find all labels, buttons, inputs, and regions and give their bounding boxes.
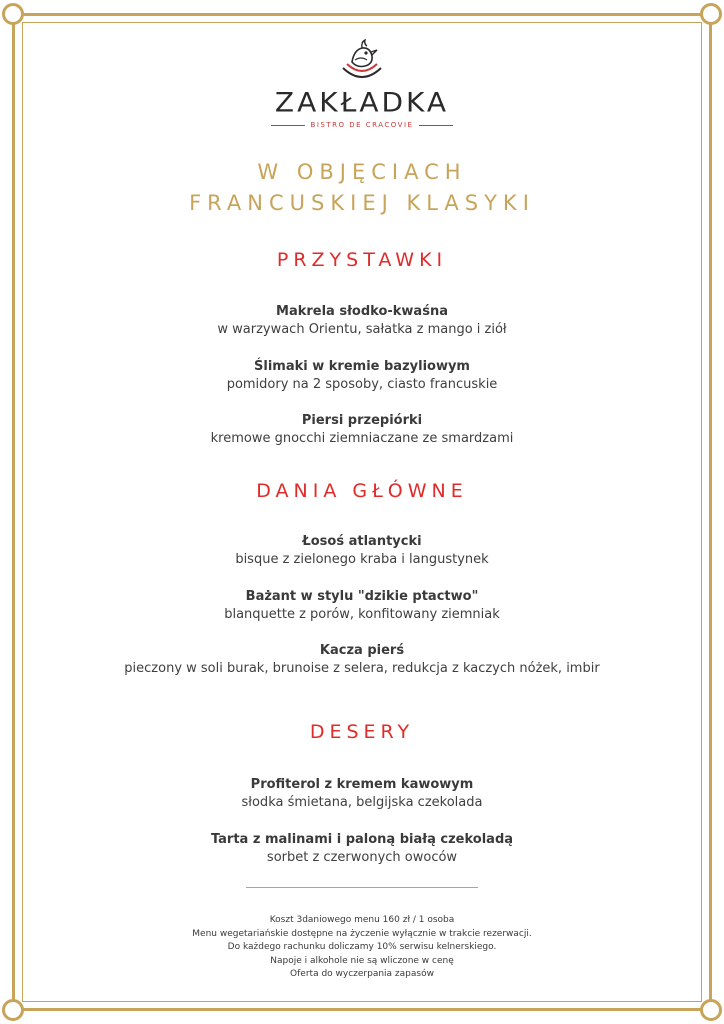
- menu-item: [0, 533, 724, 569]
- menu-item-name: Łosoś atlantycki: [302, 534, 422, 549]
- menu-item-desc: bisque z zielonego kraba i langustynek: [235, 552, 489, 567]
- menu-item-desc: pieczony w soli burak, brunoise z selera, redukcja z kaczych nóżek, imbir: [124, 661, 600, 676]
- brand-line-left: [271, 125, 305, 126]
- section-title-mains: DANIA GŁÓWNE: [256, 480, 468, 502]
- menu-item: [0, 303, 724, 339]
- headline-line-1: W OBJĘCIACH: [257, 160, 467, 184]
- note-service: Do każdego rachunku doliczamy 10% serwisu kelnerskiego.: [227, 942, 497, 952]
- menu-item: [0, 358, 724, 394]
- menu-item: [0, 642, 724, 678]
- menu-item-name: Piersi przepiórki: [301, 413, 423, 428]
- bird-emblem-icon: [337, 38, 387, 84]
- menu-item-name: Profiterol z kremem kawowym: [250, 777, 474, 792]
- menu-item-name: Bażant w stylu "dzikie ptactwo": [245, 589, 479, 604]
- menu-item-name: Tarta z malinami i paloną białą czekoladą: [210, 832, 514, 847]
- menu-item-desc: w warzywach Orientu, sałatka z mango i ziół: [217, 322, 507, 337]
- note-drinks: Napoje i alkohole nie są wliczone w cenę: [270, 955, 454, 966]
- menu-item: [0, 412, 724, 448]
- footer-divider: [246, 887, 478, 888]
- brand-line-right: [419, 125, 453, 126]
- footer-notes: [0, 914, 724, 982]
- brand-subtitle: BISTRO DE CRACOVIE: [310, 121, 414, 129]
- brand-logo: [0, 38, 724, 129]
- frame-corner-top-left: [2, 3, 24, 25]
- menu-item-desc: sorbet z czerwonych owoców: [266, 850, 458, 865]
- menu-item: [0, 588, 724, 624]
- menu-item-desc: blanquette z porów, konfitowany ziemniak: [224, 607, 500, 622]
- menu-item-desc: kremowe gnocchi ziemniaczane ze smardzami: [210, 431, 514, 446]
- note-vegetarian: Menu wegetariańskie dostępne na życzenie wyłącznie w trakcie rezerwacji.: [192, 928, 532, 939]
- menu-item: [0, 776, 724, 812]
- frame-corner-bottom-left: [2, 999, 24, 1021]
- brand-name: ZAKŁADKA: [274, 86, 450, 119]
- menu-item-desc: słodka śmietana, belgijska czekolada: [241, 795, 483, 810]
- note-price: Koszt 3daniowego menu 160 zł / 1 osoba: [269, 915, 455, 925]
- section-title-desserts: DESERY: [309, 721, 415, 743]
- menu-item-name: Kacza pierś: [319, 643, 405, 658]
- headline-line-2: FRANCUSKIEJ KLASYKI: [189, 191, 535, 215]
- menu-item-desc: pomidory na 2 sposoby, ciasto francuskie: [226, 377, 498, 392]
- section-title-starters: PRZYSTAWKI: [276, 249, 448, 271]
- frame-corner-top-right: [700, 3, 722, 25]
- note-availability: Oferta do wyczerpania zapasów: [290, 969, 434, 979]
- menu-item: [0, 831, 724, 867]
- menu-item-name: Makrela słodko-kwaśna: [276, 304, 448, 319]
- frame-corner-bottom-right: [700, 999, 722, 1021]
- menu-item-name: Ślimaki w kremie bazyliowym: [254, 359, 470, 374]
